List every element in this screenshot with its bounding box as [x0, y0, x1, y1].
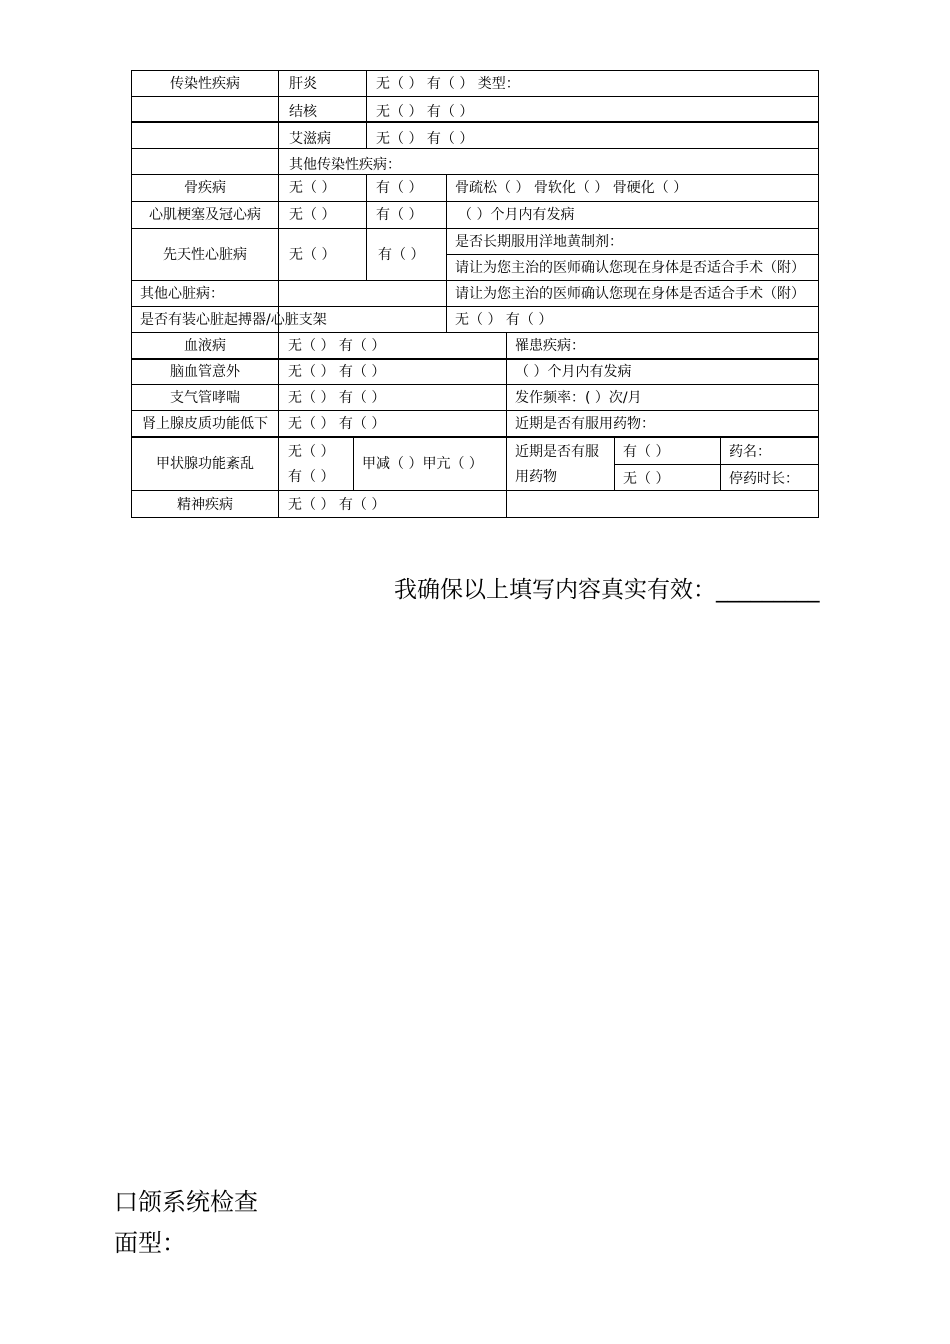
- label-thyroid: 甲状腺功能紊乱: [156, 456, 254, 472]
- thyroid-stop-duration[interactable]: 停药时长：: [729, 471, 799, 487]
- mental-options[interactable]: 无（ ） 有（ ）: [288, 497, 386, 513]
- label-other-heart[interactable]: 其他心脏病：: [140, 286, 224, 302]
- label-mi: 心肌梗塞及冠心病: [149, 207, 261, 223]
- pacemaker-options[interactable]: 无（ ） 有（ ）: [455, 312, 553, 328]
- digitalis-question[interactable]: 是否长期服用洋地黄制剂：: [455, 234, 623, 250]
- thyroid-med-yes[interactable]: 有（ ）: [623, 444, 670, 460]
- bone-detail[interactable]: 骨疏松（ ） 骨软化（ ） 骨硬化（ ）: [455, 180, 688, 196]
- thyroid-no[interactable]: 无（ ）: [288, 444, 335, 460]
- declaration-signature[interactable]: 我确保以上填写内容真实有效：_________: [394, 577, 820, 603]
- cerebral-detail[interactable]: （ ）个月内有发病: [515, 364, 632, 380]
- tb-options[interactable]: 无（ ） 有（ ）: [376, 104, 474, 120]
- label-asthma: 支气管哮喘: [170, 390, 240, 406]
- blood-disease-field[interactable]: 罹患疾病：: [515, 338, 585, 354]
- aids-options[interactable]: 无（ ） 有（ ）: [376, 131, 474, 147]
- label-mental: 精神疾病: [177, 497, 233, 513]
- mi-no[interactable]: 无（ ）: [289, 207, 336, 223]
- bone-yes[interactable]: 有（ ）: [376, 180, 423, 196]
- thyroid-med-question-1: 近期是否有服: [515, 444, 599, 460]
- hepatitis-options[interactable]: 无（ ） 有（ ） 类型：: [376, 76, 520, 92]
- thyroid-type[interactable]: 甲减（ ）甲亢（ ）: [362, 456, 483, 472]
- label-tb: 结核: [289, 104, 317, 120]
- blood-options[interactable]: 无（ ） 有（ ）: [288, 338, 386, 354]
- asthma-frequency[interactable]: 发作频率：( ）次/月: [515, 390, 642, 406]
- label-hepatitis: 肝炎: [289, 76, 317, 92]
- congenital-no[interactable]: 无（ ）: [289, 247, 336, 263]
- face-type-label: 面型：: [114, 1229, 186, 1257]
- label-blood: 血液病: [184, 338, 226, 354]
- label-aids: 艾滋病: [289, 131, 331, 147]
- thyroid-med-no[interactable]: 无（ ）: [623, 471, 670, 487]
- thyroid-med-question-2: 用药物: [515, 469, 557, 485]
- thyroid-drug-name[interactable]: 药名：: [729, 444, 771, 460]
- mi-detail[interactable]: （ ）个月内有发病: [458, 207, 575, 223]
- adrenal-options[interactable]: 无（ ） 有（ ）: [288, 416, 386, 432]
- label-bone: 骨疾病: [184, 180, 226, 196]
- adrenal-medication[interactable]: 近期是否有服用药物：: [515, 416, 655, 432]
- other-infectious-field[interactable]: 其他传染性疾病：: [289, 157, 401, 173]
- thyroid-yes[interactable]: 有（ ）: [288, 469, 335, 485]
- section-title: 口颌系统检查: [114, 1188, 258, 1216]
- bone-no[interactable]: 无（ ）: [289, 180, 336, 196]
- label-congenital: 先天性心脏病: [163, 247, 247, 263]
- label-pacemaker: 是否有装心脏起搏器/心脏支架: [140, 312, 327, 328]
- congenital-yes[interactable]: 有（ ）: [378, 247, 425, 263]
- doctor-confirm-note-1: 请让为您主治的医师确认您现在身体是否适合手术（附）: [455, 260, 805, 276]
- mi-yes[interactable]: 有（ ）: [376, 207, 423, 223]
- label-cerebral: 脑血管意外: [170, 364, 240, 380]
- asthma-options[interactable]: 无（ ） 有（ ）: [288, 390, 386, 406]
- label-infectious: 传染性疾病: [170, 76, 240, 92]
- cerebral-options[interactable]: 无（ ） 有（ ）: [288, 364, 386, 380]
- doctor-confirm-note-2: 请让为您主治的医师确认您现在身体是否适合手术（附）: [455, 286, 805, 302]
- label-adrenal: 肾上腺皮质功能低下: [142, 416, 268, 432]
